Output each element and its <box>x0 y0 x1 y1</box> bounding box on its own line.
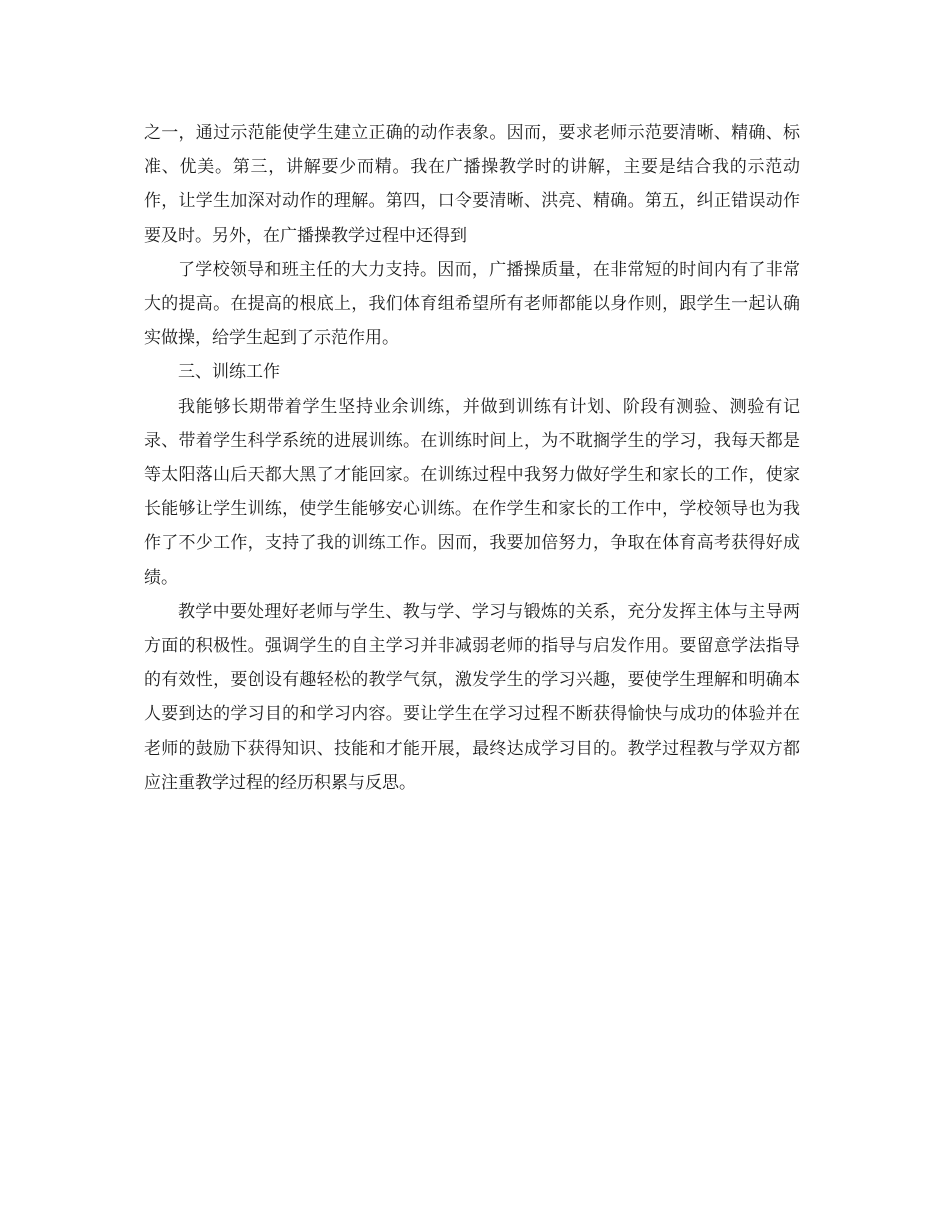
paragraph-continuation: 之一，通过示范能使学生建立正确的动作表象。因而，要求老师示范要清晰、精确、标准、优美。第三，讲解要少而精。我在广播操教学时的讲解，主要是结合我的示范动作，让学生加深对动作的理解。第四，口令要清晰、洪亮、精确。第五，纠正错误动作要及时。另外，在广播操教学过程中还得到 <box>144 123 800 246</box>
document-body <box>144 116 800 800</box>
paragraph-training: 我能够长期带着学生坚持业余训练，并做到训练有计划、阶段有测验、测验有记录、带着学生科学系统的进展训练。在训练时间上，为不耽搁学生的学习，我每天都是等太阳落山后天都大黑了才能回家。在训练过程中我努力做好学生和家长的工作，使家长能够让学生训练，使学生能够安心训练。在作学生和家长的工作中，学校领导也为我作了不少工作，支持了我的训练工作。因而，我要加倍努力，争取在体育高考获得好成绩。 <box>144 396 800 588</box>
paragraph-support: 了学校领导和班主任的大力支持。因而，广播操质量，在非常短的时间内有了非常大的提高。在提高的根底上，我们体育组希望所有老师都能以身作则，跟学生一起认确实做操，给学生起到了示范作用。 <box>144 259 800 349</box>
section-heading-training: 三、训练工作 <box>178 362 280 383</box>
paragraph-teaching: 教学中要处理好老师与学生、教与学、学习与锻炼的关系，充分发挥主体与主导两方面的积极性。强调学生的自主学习并非减弱老师的指导与启发作用。要留意学法指导的有效性，要创设有趣轻松的教学气氛，激发学生的学习兴趣，要使学生理解和明确本人要到达的学习目的和学习内容。要让学生在学习过程不断获得愉快与成功的体验并在老师的鼓励下获得知识、技能和才能开展，最终达成学习目的。教学过程教与学双方都应注重教学过程的经历积累与反思。 <box>144 601 800 793</box>
